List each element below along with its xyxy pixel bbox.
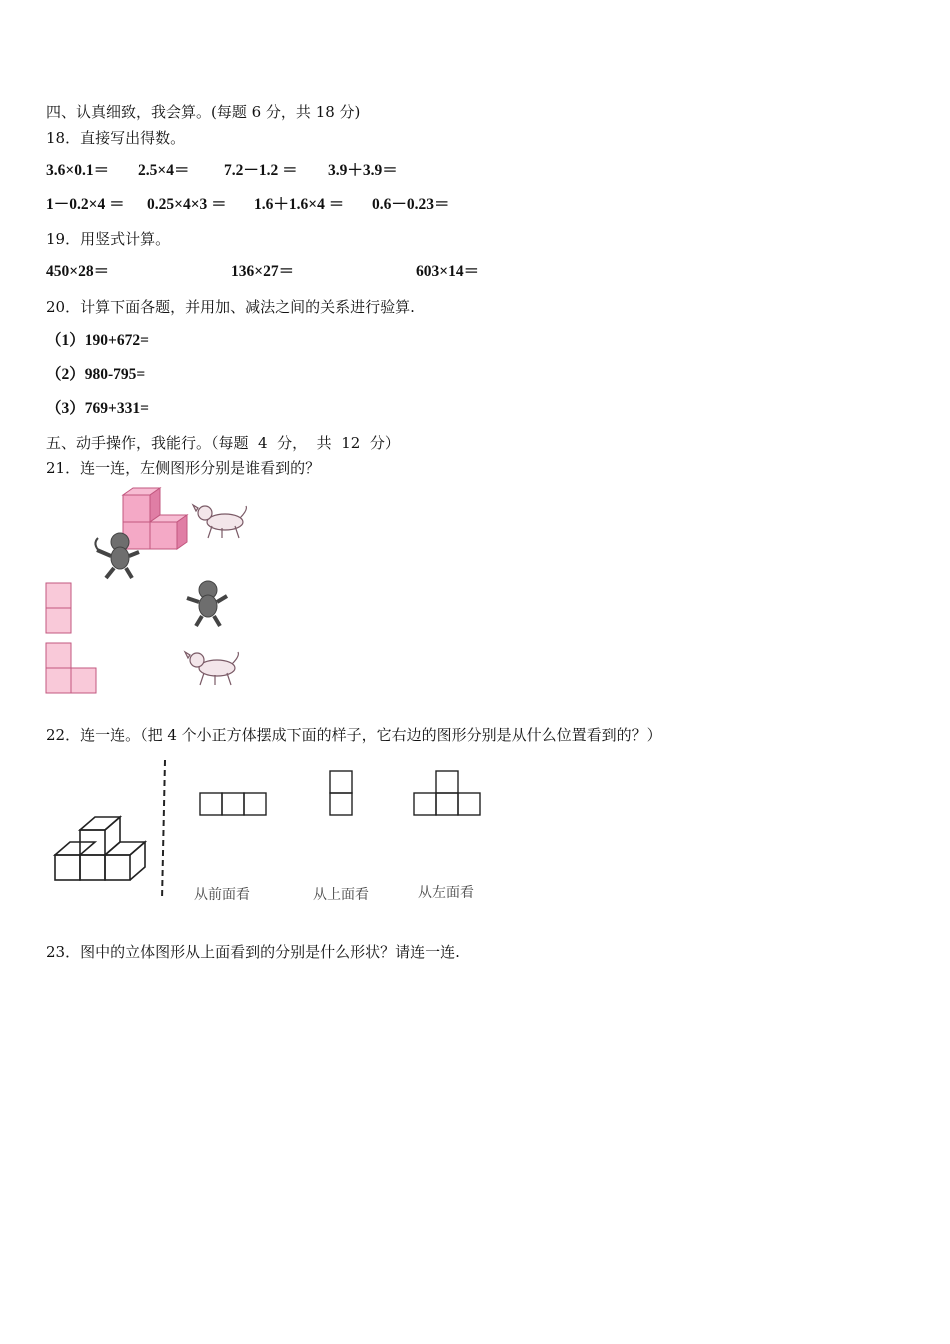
q21-figure (40, 480, 260, 700)
top-view-shape (330, 771, 352, 815)
q18-title: 18．直接写出得数。 (46, 129, 186, 147)
q19-item: 603×14＝ (416, 263, 480, 280)
q18-r2-item: 1.6＋1.6×4 ＝ (254, 196, 345, 213)
view-shape-column (46, 583, 71, 633)
dog-icon (193, 505, 246, 538)
divider-dashed (162, 760, 165, 900)
q19-item: 136×27＝ (231, 263, 295, 280)
q20-item: （2）980-795= (46, 366, 146, 383)
q18-r2-item: 1－0.2×4 ＝ (46, 196, 125, 213)
q20-item: （3）769+331= (46, 400, 149, 417)
q18-r1-item: 3.9＋3.9＝ (328, 162, 398, 179)
section4-heading: 四、认真细致，我会算。(每题 6 分，共 18 分) (46, 103, 361, 121)
front-view-shape (200, 793, 266, 815)
monkey-icon (187, 581, 227, 626)
stacked-cubes-isometric (55, 817, 145, 880)
caption-left: 从左面看 (418, 885, 474, 901)
q19-title: 19．用竖式计算。 (46, 230, 171, 248)
dog-icon (185, 652, 238, 685)
caption-front: 从前面看 (194, 887, 250, 903)
left-view-shape (414, 771, 480, 815)
q18-r1-item: 7.2－1.2 ＝ (224, 162, 298, 179)
caption-top: 从上面看 (313, 887, 369, 903)
q21-title: 21．连一连，左侧图形分别是谁看到的？ (46, 459, 321, 477)
q18-r1-item: 2.5×4＝ (138, 162, 190, 179)
q20-item: （1）190+672= (46, 332, 149, 349)
pink-cube-stack (123, 488, 187, 549)
q20-title: 20．计算下面各题，并用加、减法之间的关系进行验算. (46, 298, 415, 316)
q19-item: 450×28＝ (46, 263, 110, 280)
q23-title: 23．图中的立体图形从上面看到的分别是什么形状？请连一连. (46, 943, 460, 961)
q18-r1-item: 3.6×0.1＝ (46, 162, 110, 179)
section5-heading: 五、动手操作，我能行。（每题 4 分， 共 12 分） (46, 434, 400, 452)
view-shape-l (46, 643, 96, 693)
q22-title: 22．连一连。（把 4 个小正方体摆成下面的样子，它右边的图形分别是从什么位置看到的？） (46, 726, 662, 744)
q18-r2-item: 0.6－0.23＝ (372, 196, 450, 213)
q18-r2-item: 0.25×4×3 ＝ (147, 196, 227, 213)
